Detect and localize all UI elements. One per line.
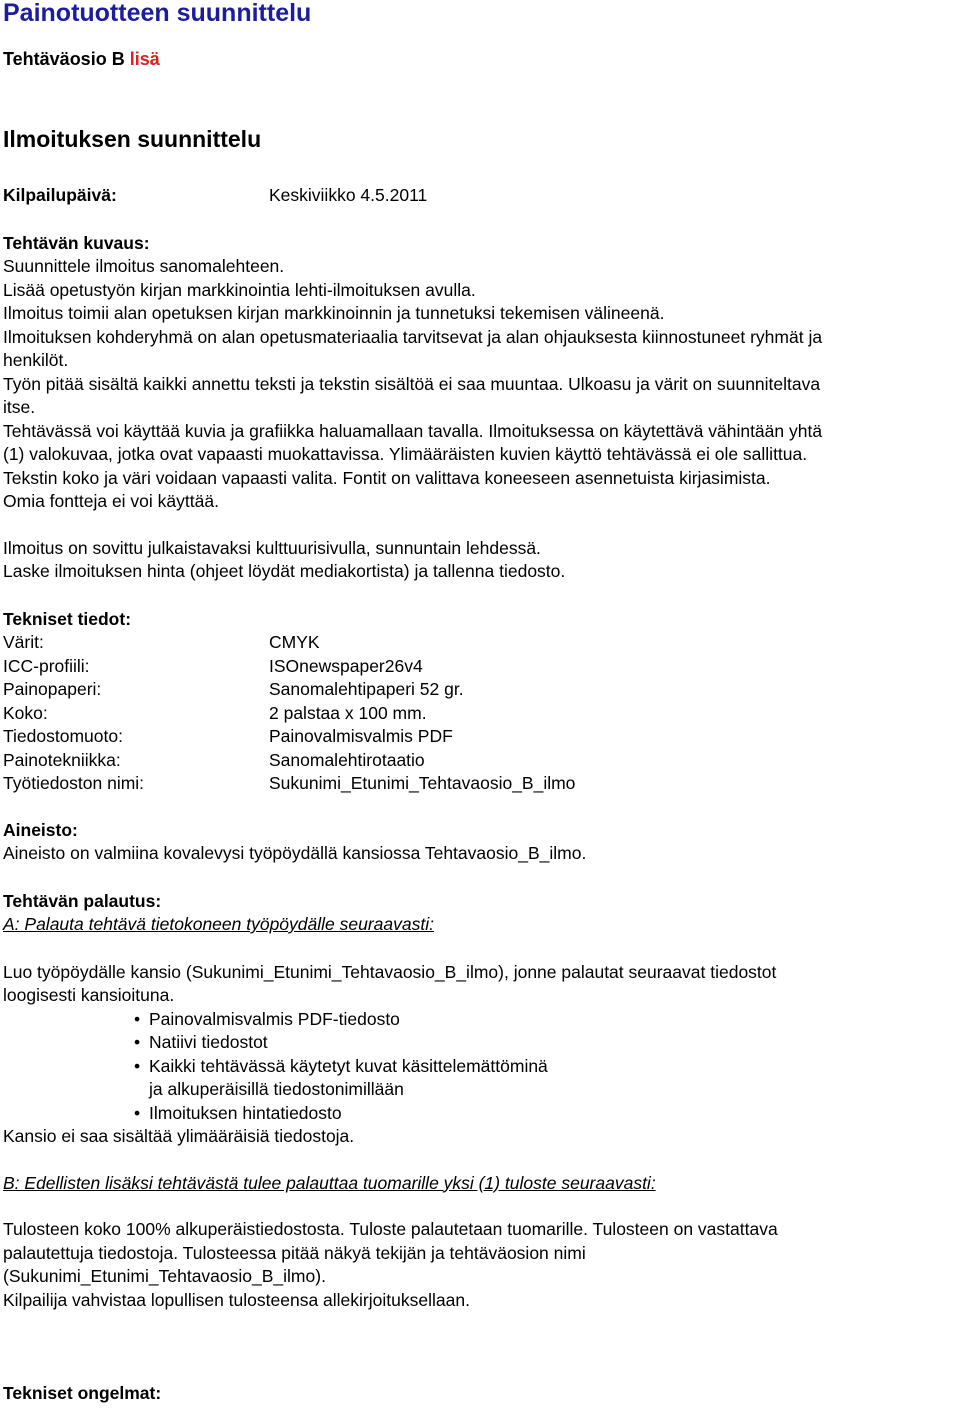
publication-line: Ilmoitus on sovittu julkaistavaksi kulttuurisivulla, sunnuntain lehdessä. <box>3 537 541 558</box>
technical-section <box>3 608 958 796</box>
technical-value: CMYK <box>269 632 320 652</box>
publication-line: Laske ilmoituksen hinta (ohjeet löydät mediakortista) ja tallenna tiedosto. <box>3 561 566 581</box>
technical-label: Koko: <box>3 702 48 723</box>
return-b-line: Kilpailija vahvistaa lopullisen tulosteensa allekirjoituksellaan. <box>3 1289 470 1310</box>
document-page <box>3 0 958 1406</box>
competition-date-label: Kilpailupäivä: <box>3 185 117 205</box>
return-file-list <box>3 1008 958 1126</box>
description-line: Ilmoituksen kohderyhmä on alan opetusmateriaalia tarvitsevat ja alan ohjauksesta kiinnostuneet ryhmät ja <box>3 326 823 347</box>
folder-note: Kansio ei saa sisältää ylimääräisiä tiedostoja. <box>3 1126 355 1146</box>
return-heading: Tehtävän palautus: <box>3 890 162 911</box>
competition-date-row <box>3 184 958 208</box>
description-line: Tekstin koko ja väri voidaan vapaasti valita. Fontit on valittava koneeseen asennetuista kirjasimista. <box>3 467 771 488</box>
technical-label: Painopaperi: <box>3 679 102 699</box>
technical-label: Tiedostomuoto: <box>3 726 123 746</box>
list-item-text: Kaikki tehtävässä käytetyt kuvat käsittelemättöminä <box>149 1055 548 1076</box>
task-title: Ilmoituksen suunnittelu <box>3 126 262 152</box>
description-line: Omia fontteja ei voi käyttää. <box>3 491 219 511</box>
technical-label: ICC-profiili: <box>3 655 90 676</box>
bullet-icon: • <box>134 1032 141 1052</box>
list-item-text: Ilmoituksen hintatiedosto <box>149 1102 342 1123</box>
list-item <box>134 1055 958 1079</box>
bullet-icon: • <box>134 1102 141 1123</box>
technical-heading: Tekniset tiedot: <box>3 608 132 629</box>
competition-date-value: Keskiviikko 4.5.2011 <box>269 185 428 205</box>
description-line: (1) valokuvaa, jotka ovat vapaasti muokattavissa. Ylimääräisten kuvien käyttö tehtävässä ei ole sallittua. <box>3 444 808 464</box>
list-item <box>134 1102 958 1126</box>
page-title: Painotuotteen suunnittelu <box>3 0 312 27</box>
list-item-text: Natiivi tiedostot <box>149 1032 268 1052</box>
list-item-text: Painovalmisvalmis PDF-tiedosto <box>149 1008 400 1029</box>
return-b-line: Tulosteen koko 100% alkuperäistiedostosta. Tuloste palautetaan tuomarille. Tulosteen on vastattava <box>3 1219 778 1239</box>
technical-row <box>3 678 958 702</box>
technical-row <box>3 725 958 749</box>
return-b-heading <box>3 1172 958 1196</box>
bullet-icon: • <box>134 1008 141 1029</box>
return-section <box>3 890 958 937</box>
technical-value: Painovalmisvalmis PDF <box>269 726 453 746</box>
technical-value: 2 palstaa x 100 mm. <box>269 702 427 723</box>
return-b-line: (Sukunimi_Etunimi_Tehtavaosio_B_ilmo). <box>3 1266 326 1286</box>
list-item-continuation: ja alkuperäisillä tiedostonimillään <box>149 1079 404 1099</box>
technical-value: Sanomalehtirotaatio <box>269 749 425 770</box>
description-heading: Tehtävän kuvaus: <box>3 232 150 253</box>
bullet-icon: • <box>134 1055 141 1076</box>
description-line: Ilmoitus toimii alan opetuksen kirjan markkinoinnin ja tunnetuksi tekemisen välineenä. <box>3 303 665 323</box>
subtitle-highlight: lisä <box>129 49 160 69</box>
description-section <box>3 232 958 514</box>
list-item <box>134 1031 958 1055</box>
material-section <box>3 819 958 866</box>
return-a-instructions <box>3 961 958 1149</box>
description-line: itse. <box>3 397 36 417</box>
task-section-label <box>3 48 958 70</box>
technical-row <box>3 631 958 655</box>
problems-heading: Tekniset ongelmat: <box>3 1383 162 1403</box>
description-line: henkilöt. <box>3 350 69 370</box>
description-line: Tehtävässä voi käyttää kuvia ja grafiikka haluamallaan tavalla. Ilmoituksessa on käytettävä vähintään yhtä <box>3 420 823 441</box>
return-b-line: palautettuja tiedostoja. Tulosteessa pitää näkyä tekijän ja tehtäväosion nimi <box>3 1242 586 1263</box>
technical-row <box>3 655 958 679</box>
technical-label: Painotekniikka: <box>3 749 121 770</box>
technical-value: Sanomalehtipaperi 52 gr. <box>269 679 464 699</box>
technical-row <box>3 772 958 796</box>
return-a-line: loogisesti kansioituna. <box>3 985 175 1005</box>
technical-value: ISOnewspaper26v4 <box>269 655 423 676</box>
return-a-heading <box>3 913 958 937</box>
material-text: Aineisto on valmiina kovalevysi työpöydällä kansiossa Tehtavaosio_B_ilmo. <box>3 843 587 863</box>
description-line: Lisää opetustyön kirjan markkinointia lehti-ilmoituksen avulla. <box>3 279 476 300</box>
technical-label: Värit: <box>3 632 44 652</box>
subtitle-prefix: Tehtäväosio B <box>3 49 125 69</box>
list-item <box>134 1008 958 1032</box>
description-line: Työn pitää sisältä kaikki annettu teksti ja tekstin sisältöä ei saa muuntaa. Ulkoasu ja värit on suunniteltava <box>3 373 821 394</box>
technical-label: Työtiedoston nimi: <box>3 773 145 793</box>
return-a-line: Luo työpöydälle kansio (Sukunimi_Etunimi_Tehtavaosio_B_ilmo), jonne palautat seuraavat tiedostot <box>3 961 777 982</box>
technical-row <box>3 749 958 773</box>
technical-row <box>3 702 958 726</box>
return-a-heading-text: A: Palauta tehtävä tietokoneen työpöydälle seuraavasti: <box>3 914 434 934</box>
technical-value: Sukunimi_Etunimi_Tehtavaosio_B_ilmo <box>269 773 576 793</box>
description-line: Suunnittele ilmoitus sanomalehteen. <box>3 256 285 276</box>
material-heading: Aineisto: <box>3 819 78 840</box>
publication-section <box>3 537 958 584</box>
return-b-heading-text: B: Edellisten lisäksi tehtävästä tulee palauttaa tuomarille yksi (1) tuloste seuraavasti: <box>3 1172 656 1193</box>
return-b-instructions <box>3 1218 958 1312</box>
